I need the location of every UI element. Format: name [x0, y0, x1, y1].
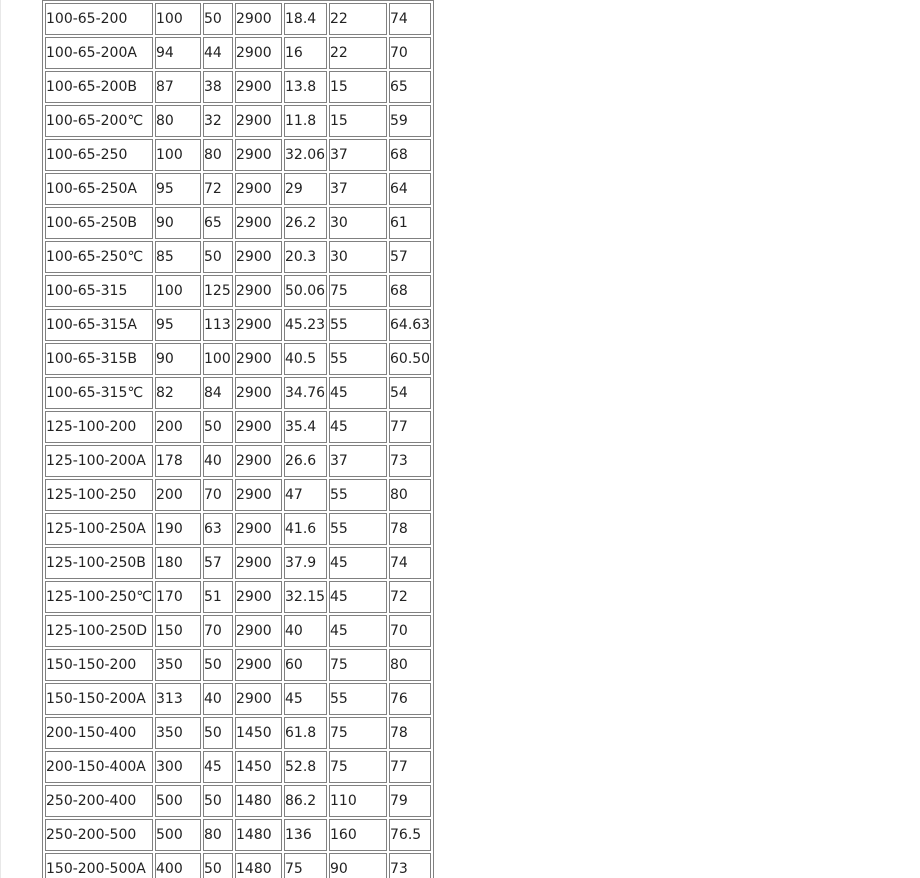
cell-model: 100-65-315A	[45, 309, 153, 341]
cell-head: 40	[203, 683, 233, 715]
table-row	[45, 309, 431, 341]
cell-speed: 2900	[235, 173, 282, 205]
cell-model: 100-65-250	[45, 139, 153, 171]
cell-flow: 190	[155, 513, 201, 545]
cell-motor-power: 55	[329, 309, 387, 341]
table-row	[45, 751, 431, 783]
cell-flow: 300	[155, 751, 201, 783]
cell-head: 50	[203, 853, 233, 878]
cell-model: 250-200-400	[45, 785, 153, 817]
cell-motor-power: 75	[329, 275, 387, 307]
cell-motor-power: 22	[329, 37, 387, 69]
cell-flow: 100	[155, 3, 201, 35]
cell-speed: 2900	[235, 479, 282, 511]
cell-speed: 1480	[235, 819, 282, 851]
cell-flow: 400	[155, 853, 201, 878]
cell-shaft-power: 45	[284, 683, 327, 715]
cell-speed: 1450	[235, 717, 282, 749]
cell-shaft-power: 41.6	[284, 513, 327, 545]
cell-speed: 2900	[235, 207, 282, 239]
cell-model: 150-150-200A	[45, 683, 153, 715]
cell-efficiency: 74	[389, 3, 431, 35]
cell-efficiency: 65	[389, 71, 431, 103]
table-body	[45, 3, 431, 878]
pump-spec-table	[42, 0, 434, 878]
cell-shaft-power: 26.2	[284, 207, 327, 239]
cell-motor-power: 15	[329, 105, 387, 137]
cell-head: 100	[203, 343, 233, 375]
cell-motor-power: 75	[329, 717, 387, 749]
cell-efficiency: 61	[389, 207, 431, 239]
cell-model: 100-65-315	[45, 275, 153, 307]
cell-shaft-power: 32.06	[284, 139, 327, 171]
table-row	[45, 71, 431, 103]
cell-motor-power: 15	[329, 71, 387, 103]
cell-motor-power: 30	[329, 241, 387, 273]
cell-speed: 2900	[235, 547, 282, 579]
cell-shaft-power: 86.2	[284, 785, 327, 817]
table-row	[45, 819, 431, 851]
cell-motor-power: 30	[329, 207, 387, 239]
cell-motor-power: 55	[329, 479, 387, 511]
table-row	[45, 275, 431, 307]
cell-model: 100-65-250℃	[45, 241, 153, 273]
cell-shaft-power: 20.3	[284, 241, 327, 273]
cell-head: 65	[203, 207, 233, 239]
cell-shaft-power: 45.23	[284, 309, 327, 341]
cell-flow: 90	[155, 207, 201, 239]
cell-efficiency: 80	[389, 479, 431, 511]
cell-efficiency: 70	[389, 615, 431, 647]
table-row	[45, 547, 431, 579]
cell-shaft-power: 13.8	[284, 71, 327, 103]
cell-model: 200-150-400	[45, 717, 153, 749]
cell-efficiency: 64.63	[389, 309, 431, 341]
cell-speed: 2900	[235, 71, 282, 103]
cell-model: 125-100-250B	[45, 547, 153, 579]
left-edge-divider	[0, 0, 1, 878]
cell-flow: 200	[155, 479, 201, 511]
table-row	[45, 173, 431, 205]
cell-shaft-power: 136	[284, 819, 327, 851]
cell-model: 100-65-315B	[45, 343, 153, 375]
cell-efficiency: 76	[389, 683, 431, 715]
cell-flow: 150	[155, 615, 201, 647]
cell-shaft-power: 40.5	[284, 343, 327, 375]
cell-shaft-power: 32.15	[284, 581, 327, 613]
cell-head: 113	[203, 309, 233, 341]
cell-speed: 1480	[235, 853, 282, 878]
cell-model: 200-150-400A	[45, 751, 153, 783]
cell-motor-power: 22	[329, 3, 387, 35]
cell-shaft-power: 11.8	[284, 105, 327, 137]
cell-flow: 200	[155, 411, 201, 443]
cell-efficiency: 64	[389, 173, 431, 205]
cell-model: 100-65-200	[45, 3, 153, 35]
cell-speed: 2900	[235, 649, 282, 681]
cell-speed: 2900	[235, 309, 282, 341]
cell-flow: 94	[155, 37, 201, 69]
cell-speed: 2900	[235, 445, 282, 477]
table-row	[45, 717, 431, 749]
cell-head: 70	[203, 615, 233, 647]
cell-flow: 100	[155, 139, 201, 171]
cell-head: 125	[203, 275, 233, 307]
table-row	[45, 343, 431, 375]
cell-efficiency: 80	[389, 649, 431, 681]
cell-speed: 2900	[235, 581, 282, 613]
cell-flow: 313	[155, 683, 201, 715]
cell-flow: 95	[155, 309, 201, 341]
cell-flow: 170	[155, 581, 201, 613]
cell-efficiency: 54	[389, 377, 431, 409]
cell-motor-power: 55	[329, 513, 387, 545]
cell-model: 125-100-200A	[45, 445, 153, 477]
table-row	[45, 581, 431, 613]
cell-model: 100-65-200B	[45, 71, 153, 103]
cell-shaft-power: 37.9	[284, 547, 327, 579]
cell-flow: 85	[155, 241, 201, 273]
cell-flow: 87	[155, 71, 201, 103]
cell-efficiency: 68	[389, 139, 431, 171]
cell-motor-power: 55	[329, 343, 387, 375]
cell-speed: 2900	[235, 139, 282, 171]
table-row	[45, 3, 431, 35]
cell-head: 44	[203, 37, 233, 69]
cell-speed: 2900	[235, 241, 282, 273]
cell-speed: 2900	[235, 343, 282, 375]
table-row	[45, 241, 431, 273]
cell-model: 100-65-200℃	[45, 105, 153, 137]
cell-efficiency: 79	[389, 785, 431, 817]
table-row	[45, 37, 431, 69]
table-row	[45, 105, 431, 137]
cell-speed: 1450	[235, 751, 282, 783]
table-row	[45, 683, 431, 715]
cell-head: 50	[203, 717, 233, 749]
cell-model: 125-100-250	[45, 479, 153, 511]
table-row	[45, 445, 431, 477]
cell-flow: 100	[155, 275, 201, 307]
cell-head: 84	[203, 377, 233, 409]
cell-model: 150-200-500A	[45, 853, 153, 878]
cell-shaft-power: 61.8	[284, 717, 327, 749]
cell-efficiency: 74	[389, 547, 431, 579]
cell-motor-power: 55	[329, 683, 387, 715]
cell-model: 100-65-250A	[45, 173, 153, 205]
cell-head: 50	[203, 785, 233, 817]
cell-head: 63	[203, 513, 233, 545]
cell-flow: 95	[155, 173, 201, 205]
cell-efficiency: 73	[389, 445, 431, 477]
cell-efficiency: 70	[389, 37, 431, 69]
cell-shaft-power: 18.4	[284, 3, 327, 35]
table-row	[45, 785, 431, 817]
cell-speed: 2900	[235, 3, 282, 35]
cell-head: 57	[203, 547, 233, 579]
cell-efficiency: 57	[389, 241, 431, 273]
cell-head: 50	[203, 3, 233, 35]
cell-shaft-power: 40	[284, 615, 327, 647]
cell-shaft-power: 60	[284, 649, 327, 681]
cell-motor-power: 160	[329, 819, 387, 851]
cell-speed: 2900	[235, 105, 282, 137]
cell-shaft-power: 35.4	[284, 411, 327, 443]
cell-head: 32	[203, 105, 233, 137]
cell-efficiency: 73	[389, 853, 431, 878]
cell-motor-power: 37	[329, 445, 387, 477]
cell-motor-power: 45	[329, 581, 387, 613]
cell-model: 100-65-250B	[45, 207, 153, 239]
cell-efficiency: 72	[389, 581, 431, 613]
cell-head: 80	[203, 139, 233, 171]
cell-shaft-power: 47	[284, 479, 327, 511]
cell-efficiency: 78	[389, 513, 431, 545]
cell-model: 125-100-250A	[45, 513, 153, 545]
cell-shaft-power: 50.06	[284, 275, 327, 307]
cell-model: 125-100-200	[45, 411, 153, 443]
cell-speed: 2900	[235, 683, 282, 715]
cell-head: 72	[203, 173, 233, 205]
cell-flow: 500	[155, 785, 201, 817]
cell-flow: 82	[155, 377, 201, 409]
cell-head: 70	[203, 479, 233, 511]
cell-head: 45	[203, 751, 233, 783]
table-row	[45, 139, 431, 171]
cell-head: 38	[203, 71, 233, 103]
cell-speed: 2900	[235, 37, 282, 69]
cell-efficiency: 77	[389, 751, 431, 783]
cell-motor-power: 45	[329, 411, 387, 443]
cell-speed: 2900	[235, 615, 282, 647]
table-row	[45, 615, 431, 647]
cell-efficiency: 77	[389, 411, 431, 443]
cell-speed: 2900	[235, 513, 282, 545]
cell-speed: 2900	[235, 377, 282, 409]
cell-model: 125-100-250D	[45, 615, 153, 647]
cell-head: 51	[203, 581, 233, 613]
cell-efficiency: 59	[389, 105, 431, 137]
cell-shaft-power: 26.6	[284, 445, 327, 477]
cell-model: 250-200-500	[45, 819, 153, 851]
cell-shaft-power: 34.76	[284, 377, 327, 409]
table-row	[45, 513, 431, 545]
cell-speed: 2900	[235, 275, 282, 307]
cell-flow: 80	[155, 105, 201, 137]
table-row	[45, 411, 431, 443]
cell-motor-power: 45	[329, 615, 387, 647]
cell-efficiency: 60.50	[389, 343, 431, 375]
cell-motor-power: 37	[329, 139, 387, 171]
cell-head: 50	[203, 411, 233, 443]
cell-flow: 350	[155, 717, 201, 749]
table-row	[45, 479, 431, 511]
table-row	[45, 649, 431, 681]
cell-motor-power: 37	[329, 173, 387, 205]
cell-model: 150-150-200	[45, 649, 153, 681]
cell-efficiency: 78	[389, 717, 431, 749]
cell-efficiency: 68	[389, 275, 431, 307]
cell-motor-power: 90	[329, 853, 387, 878]
cell-motor-power: 110	[329, 785, 387, 817]
cell-flow: 90	[155, 343, 201, 375]
cell-flow: 178	[155, 445, 201, 477]
cell-head: 40	[203, 445, 233, 477]
cell-head: 80	[203, 819, 233, 851]
cell-flow: 500	[155, 819, 201, 851]
cell-speed: 1480	[235, 785, 282, 817]
cell-shaft-power: 29	[284, 173, 327, 205]
cell-speed: 2900	[235, 411, 282, 443]
cell-model: 100-65-315℃	[45, 377, 153, 409]
cell-shaft-power: 16	[284, 37, 327, 69]
cell-efficiency: 76.5	[389, 819, 431, 851]
cell-motor-power: 75	[329, 751, 387, 783]
cell-motor-power: 45	[329, 377, 387, 409]
cell-shaft-power: 75	[284, 853, 327, 878]
cell-motor-power: 45	[329, 547, 387, 579]
cell-motor-power: 75	[329, 649, 387, 681]
cell-shaft-power: 52.8	[284, 751, 327, 783]
cell-model: 125-100-250℃	[45, 581, 153, 613]
table-row	[45, 853, 431, 878]
cell-flow: 350	[155, 649, 201, 681]
cell-head: 50	[203, 241, 233, 273]
cell-flow: 180	[155, 547, 201, 579]
table-row	[45, 207, 431, 239]
cell-head: 50	[203, 649, 233, 681]
cell-model: 100-65-200A	[45, 37, 153, 69]
table-row	[45, 377, 431, 409]
